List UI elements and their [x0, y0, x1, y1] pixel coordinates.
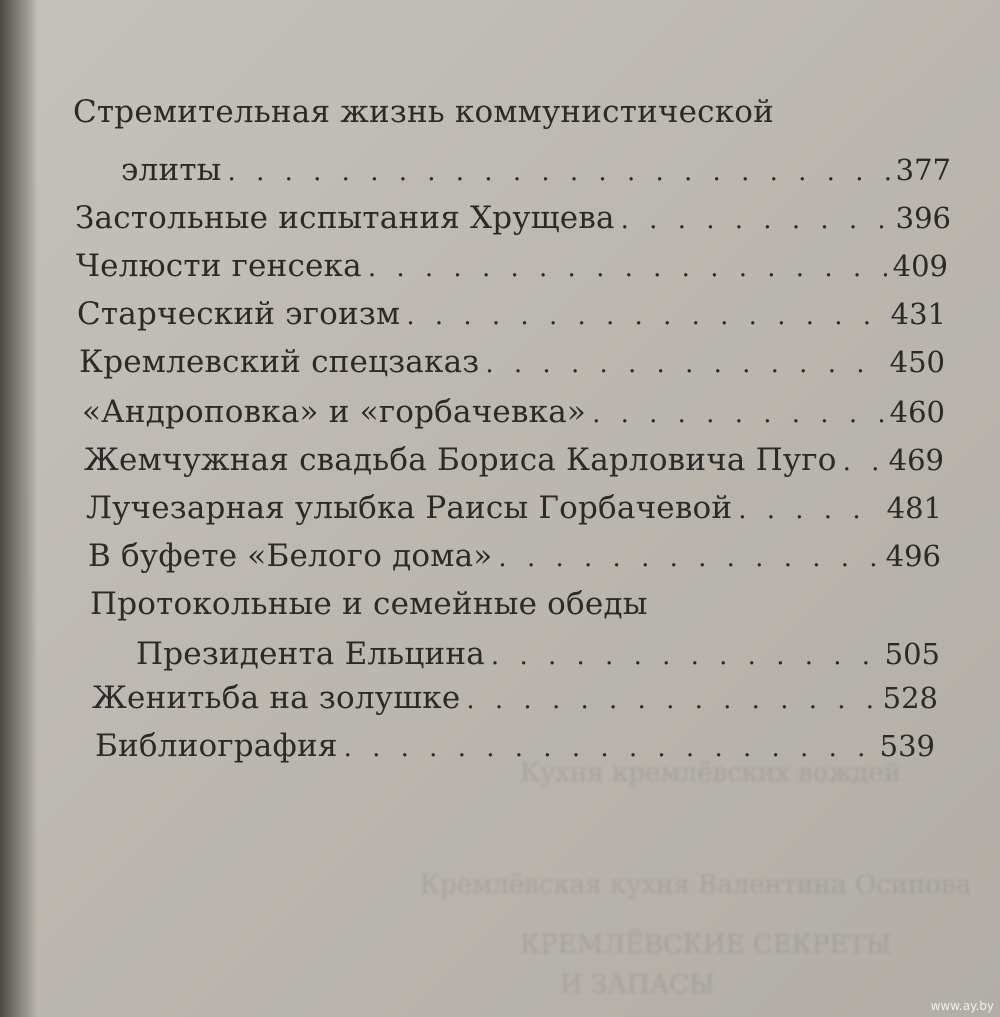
- site-watermark: www.ay.by: [930, 999, 994, 1013]
- bleed-through-text: Кремлёвская кухня Валентина Осипова: [420, 870, 972, 900]
- toc-entry-title-line2: Президента Ельцина: [136, 636, 485, 672]
- dot-leader: [466, 680, 876, 720]
- dot-leader: [738, 490, 880, 530]
- dot-leader: [485, 344, 883, 384]
- dot-leader: [406, 296, 884, 336]
- toc-entry-title: Женитьба на золушке: [92, 680, 461, 716]
- toc-entry-title: Лучезарная улыбка Раисы Горбачевой: [86, 490, 733, 526]
- toc-page-number: 481: [886, 491, 942, 525]
- toc-entry-title: «Андроповка» и «горбачевка»: [82, 394, 587, 430]
- toc-page-number: 450: [889, 345, 945, 379]
- dot-leader: [228, 152, 890, 192]
- toc-page-number: 539: [879, 729, 935, 763]
- toc-entry: [79, 342, 945, 382]
- toc-entry: [95, 726, 935, 766]
- toc-entry-title: Библиография: [95, 728, 338, 764]
- toc-page-number: 469: [888, 443, 944, 477]
- dot-leader: [491, 636, 879, 676]
- dot-leader: [843, 442, 883, 482]
- toc-entry: [136, 634, 940, 674]
- toc-page-number: 396: [895, 201, 951, 235]
- toc-entry-title: Жемчужная свадьба Бориса Карловича Пуго: [84, 442, 837, 478]
- toc-page-number: 377: [895, 153, 951, 187]
- bleed-through-text: И ЗАПАСЫ: [560, 970, 715, 1000]
- toc-entry: [76, 246, 948, 286]
- dot-leader: [368, 248, 887, 288]
- toc-page-number: 431: [890, 297, 946, 331]
- bleed-through-text: Кухня кремлёвских вождей: [520, 758, 902, 788]
- toc-entry-title: [73, 92, 773, 132]
- toc-entry-title: Челюсти генсека: [76, 248, 362, 284]
- toc-entry-title-line1: Протокольные и семейные обеды: [90, 586, 648, 622]
- toc-entry: [75, 198, 951, 238]
- toc-page-number: 505: [884, 637, 940, 671]
- toc-entry-title: Кремлевский спецзаказ: [79, 344, 480, 380]
- toc-entry-title: Старческий эгоизм: [77, 296, 401, 332]
- toc-page-number: 496: [885, 539, 941, 573]
- toc-entry: [92, 678, 938, 718]
- dot-leader: [344, 728, 874, 768]
- toc-entry-title: [90, 584, 830, 624]
- toc-entry: [86, 488, 942, 528]
- bleed-through-text: КРЕМЛЁВСКИЕ СЕКРЕТЫ: [520, 930, 892, 960]
- toc-entry-title: В буфете «Белого дома»: [88, 538, 493, 574]
- dot-leader: [498, 538, 879, 578]
- toc-entry-title-line2: элиты: [121, 152, 222, 188]
- toc-entry: [121, 150, 951, 190]
- dot-leader: [592, 394, 884, 434]
- toc-page-number: 460: [889, 395, 945, 429]
- toc-entry: [82, 392, 945, 432]
- toc-page-number: 528: [882, 681, 938, 715]
- toc-entry: [88, 536, 941, 576]
- dot-leader: [621, 200, 890, 240]
- toc-page-number: 409: [892, 249, 948, 283]
- toc-entry-title: Застольные испытания Хрущева: [75, 200, 615, 236]
- toc-entry-title-line1: Стремительная жизнь коммунистической: [73, 94, 775, 130]
- toc-entry: [84, 440, 944, 480]
- toc-entry: [77, 294, 946, 334]
